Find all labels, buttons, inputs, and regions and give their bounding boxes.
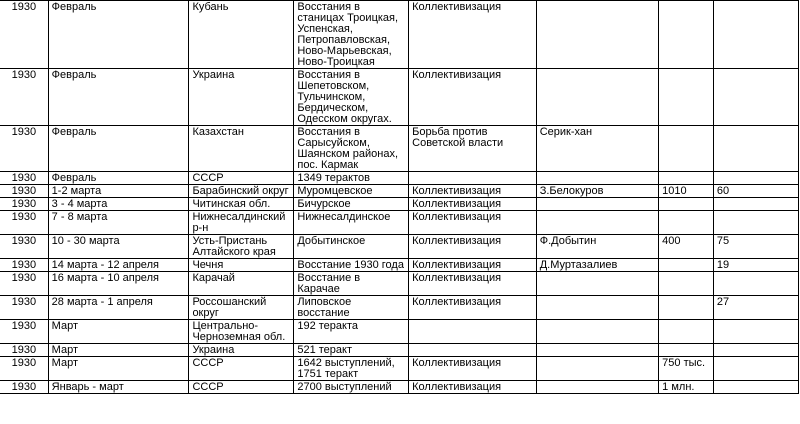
table-row bbox=[0, 185, 799, 198]
cell-date[interactable]: Февраль bbox=[48, 69, 189, 126]
cell-participants[interactable]: 400 bbox=[659, 235, 714, 259]
cell-cause[interactable]: Коллективизация bbox=[409, 272, 537, 296]
cell-cause[interactable]: Коллективизация bbox=[409, 185, 537, 198]
cell-event[interactable]: Восстания в Сарысуйском, Шаянском районах, пос. Кармак bbox=[294, 126, 409, 172]
cell-region[interactable]: Усть-Пристань Алтайского края bbox=[189, 235, 294, 259]
cell-event[interactable]: Нижнесалдинское bbox=[294, 211, 409, 235]
cell-date[interactable]: Февраль bbox=[48, 1, 189, 69]
table-row bbox=[0, 69, 799, 126]
cell-event[interactable]: Муромцевское bbox=[294, 185, 409, 198]
cell-leader[interactable]: Д.Муртазалиев bbox=[536, 259, 658, 272]
cell-cause[interactable]: Коллективизация bbox=[409, 296, 537, 320]
cell-casualties[interactable] bbox=[713, 381, 798, 394]
cell-region[interactable]: Кубань bbox=[189, 1, 294, 69]
cell-event[interactable]: 192 теракта bbox=[294, 320, 409, 344]
cell-casualties[interactable] bbox=[713, 172, 798, 185]
cell-region[interactable]: Карачай bbox=[189, 272, 294, 296]
table-row bbox=[0, 320, 799, 344]
cell-leader[interactable] bbox=[536, 357, 658, 381]
cell-leader[interactable] bbox=[536, 344, 658, 357]
cell-date[interactable]: Февраль bbox=[48, 172, 189, 185]
cell-event[interactable]: Восстание в Карачае bbox=[294, 272, 409, 296]
cell-casualties[interactable]: 19 bbox=[713, 259, 798, 272]
cell-participants[interactable] bbox=[659, 1, 714, 69]
cell-casualties[interactable] bbox=[713, 198, 798, 211]
cell-year[interactable]: 1930 bbox=[0, 1, 48, 69]
cell-event[interactable]: Липовское восстание bbox=[294, 296, 409, 320]
cell-event[interactable]: Восстания в станицах Троицкая, Успенская, Петропавловская, Ново-Марьевская, Ново-Троицкая bbox=[294, 1, 409, 69]
table-row bbox=[0, 259, 799, 272]
cell-leader[interactable] bbox=[536, 296, 658, 320]
cell-year[interactable]: 1930 bbox=[0, 126, 48, 172]
cell-date[interactable]: Январь - март bbox=[48, 381, 189, 394]
cell-participants[interactable] bbox=[659, 259, 714, 272]
cell-participants[interactable] bbox=[659, 296, 714, 320]
cell-leader[interactable] bbox=[536, 320, 658, 344]
cell-year[interactable]: 1930 bbox=[0, 381, 48, 394]
cell-year[interactable]: 1930 bbox=[0, 211, 48, 235]
cell-year[interactable]: 1930 bbox=[0, 272, 48, 296]
table-row bbox=[0, 211, 799, 235]
cell-year[interactable]: 1930 bbox=[0, 69, 48, 126]
cell-casualties[interactable] bbox=[713, 126, 798, 172]
cell-region[interactable]: СССР bbox=[189, 172, 294, 185]
cell-region[interactable]: Украина bbox=[189, 344, 294, 357]
cell-cause[interactable]: Коллективизация bbox=[409, 235, 537, 259]
cell-region[interactable]: Россошанский округ bbox=[189, 296, 294, 320]
cell-casualties[interactable] bbox=[713, 272, 798, 296]
cell-leader[interactable] bbox=[536, 69, 658, 126]
cell-date[interactable]: 28 марта - 1 апреля bbox=[48, 296, 189, 320]
table-row bbox=[0, 272, 799, 296]
cell-date[interactable]: Март bbox=[48, 344, 189, 357]
cell-casualties[interactable] bbox=[713, 357, 798, 381]
cell-date[interactable]: 7 - 8 марта bbox=[48, 211, 189, 235]
cell-region[interactable]: Чечня bbox=[189, 259, 294, 272]
cell-date[interactable]: Март bbox=[48, 357, 189, 381]
cell-casualties[interactable] bbox=[713, 320, 798, 344]
cell-region[interactable]: Центрально-Черноземная обл. bbox=[189, 320, 294, 344]
cell-participants[interactable] bbox=[659, 126, 714, 172]
cell-participants[interactable] bbox=[659, 211, 714, 235]
cell-event[interactable]: Бичурское bbox=[294, 198, 409, 211]
cell-year[interactable]: 1930 bbox=[0, 320, 48, 344]
cell-event[interactable]: 1642 выступлений, 1751 теракт bbox=[294, 357, 409, 381]
cell-cause[interactable] bbox=[409, 320, 537, 344]
cell-participants[interactable]: 1 млн. bbox=[659, 381, 714, 394]
table-row bbox=[0, 126, 799, 172]
cell-leader[interactable] bbox=[536, 211, 658, 235]
cell-leader[interactable]: З.Белокуров bbox=[536, 185, 658, 198]
table-row bbox=[0, 1, 799, 69]
cell-leader[interactable] bbox=[536, 1, 658, 69]
cell-leader[interactable] bbox=[536, 172, 658, 185]
cell-region[interactable]: СССР bbox=[189, 357, 294, 381]
cell-cause[interactable]: Коллективизация bbox=[409, 69, 537, 126]
cell-year[interactable]: 1930 bbox=[0, 357, 48, 381]
cell-region[interactable]: Читинская обл. bbox=[189, 198, 294, 211]
cell-date[interactable]: Март bbox=[48, 320, 189, 344]
cell-event[interactable]: 1349 терактов bbox=[294, 172, 409, 185]
cell-casualties[interactable] bbox=[713, 211, 798, 235]
table-row bbox=[0, 357, 799, 381]
cell-date[interactable]: 3 - 4 марта bbox=[48, 198, 189, 211]
cell-year[interactable]: 1930 bbox=[0, 296, 48, 320]
cell-cause[interactable]: Коллективизация bbox=[409, 198, 537, 211]
cell-year[interactable]: 1930 bbox=[0, 235, 48, 259]
cell-year[interactable]: 1930 bbox=[0, 198, 48, 211]
cell-participants[interactable] bbox=[659, 172, 714, 185]
table-row bbox=[0, 172, 799, 185]
cell-participants[interactable] bbox=[659, 198, 714, 211]
cell-leader[interactable] bbox=[536, 272, 658, 296]
cell-year[interactable]: 1930 bbox=[0, 172, 48, 185]
cell-leader[interactable] bbox=[536, 381, 658, 394]
cell-cause[interactable]: Коллективизация bbox=[409, 259, 537, 272]
table-row bbox=[0, 296, 799, 320]
cell-event[interactable]: 521 теракт bbox=[294, 344, 409, 357]
cell-date[interactable]: 10 - 30 марта bbox=[48, 235, 189, 259]
cell-date[interactable]: 14 марта - 12 апреля bbox=[48, 259, 189, 272]
cell-event[interactable]: Восстание 1930 года bbox=[294, 259, 409, 272]
cell-cause[interactable]: Коллективизация bbox=[409, 211, 537, 235]
cell-region[interactable]: Барабинский округ bbox=[189, 185, 294, 198]
cell-date[interactable]: 1-2 марта bbox=[48, 185, 189, 198]
cell-cause[interactable]: Коллективизация bbox=[409, 1, 537, 69]
table-row bbox=[0, 235, 799, 259]
cell-participants[interactable]: 750 тыс. bbox=[659, 357, 714, 381]
cell-casualties[interactable]: 27 bbox=[713, 296, 798, 320]
cell-casualties[interactable]: 75 bbox=[713, 235, 798, 259]
cell-event[interactable]: Добытинское bbox=[294, 235, 409, 259]
cell-participants[interactable] bbox=[659, 320, 714, 344]
cell-participants[interactable] bbox=[659, 344, 714, 357]
cell-date[interactable]: Февраль bbox=[48, 126, 189, 172]
table-row bbox=[0, 344, 799, 357]
cell-leader[interactable] bbox=[536, 198, 658, 211]
cell-participants[interactable]: 1010 bbox=[659, 185, 714, 198]
table-row bbox=[0, 381, 799, 394]
cell-region[interactable]: Казахстан bbox=[189, 126, 294, 172]
cell-cause[interactable]: Коллективизация bbox=[409, 381, 537, 394]
cell-region[interactable]: СССР bbox=[189, 381, 294, 394]
cell-event[interactable]: Восстания в Шепетовском, Тульчинском, Бердическом, Одесском округах. bbox=[294, 69, 409, 126]
cell-casualties[interactable] bbox=[713, 1, 798, 69]
cell-casualties[interactable] bbox=[713, 344, 798, 357]
cell-region[interactable]: Нижнесалдинский р-н bbox=[189, 211, 294, 235]
cell-cause[interactable] bbox=[409, 172, 537, 185]
table-row bbox=[0, 198, 799, 211]
cell-year[interactable]: 1930 bbox=[0, 259, 48, 272]
cell-participants[interactable] bbox=[659, 272, 714, 296]
cell-year[interactable]: 1930 bbox=[0, 344, 48, 357]
cell-casualties[interactable]: 60 bbox=[713, 185, 798, 198]
cell-participants[interactable] bbox=[659, 69, 714, 126]
cell-event[interactable]: 2700 выступлений bbox=[294, 381, 409, 394]
cell-cause[interactable]: Борьба против Советской власти bbox=[409, 126, 537, 172]
cell-leader[interactable]: Ф.Добытин bbox=[536, 235, 658, 259]
cell-date[interactable]: 16 марта - 10 апреля bbox=[48, 272, 189, 296]
cell-year[interactable]: 1930 bbox=[0, 185, 48, 198]
cell-region[interactable]: Украина bbox=[189, 69, 294, 126]
cell-leader[interactable]: Серик-хан bbox=[536, 126, 658, 172]
cell-cause[interactable] bbox=[409, 344, 537, 357]
cell-cause[interactable]: Коллективизация bbox=[409, 357, 537, 381]
cell-casualties[interactable] bbox=[713, 69, 798, 126]
